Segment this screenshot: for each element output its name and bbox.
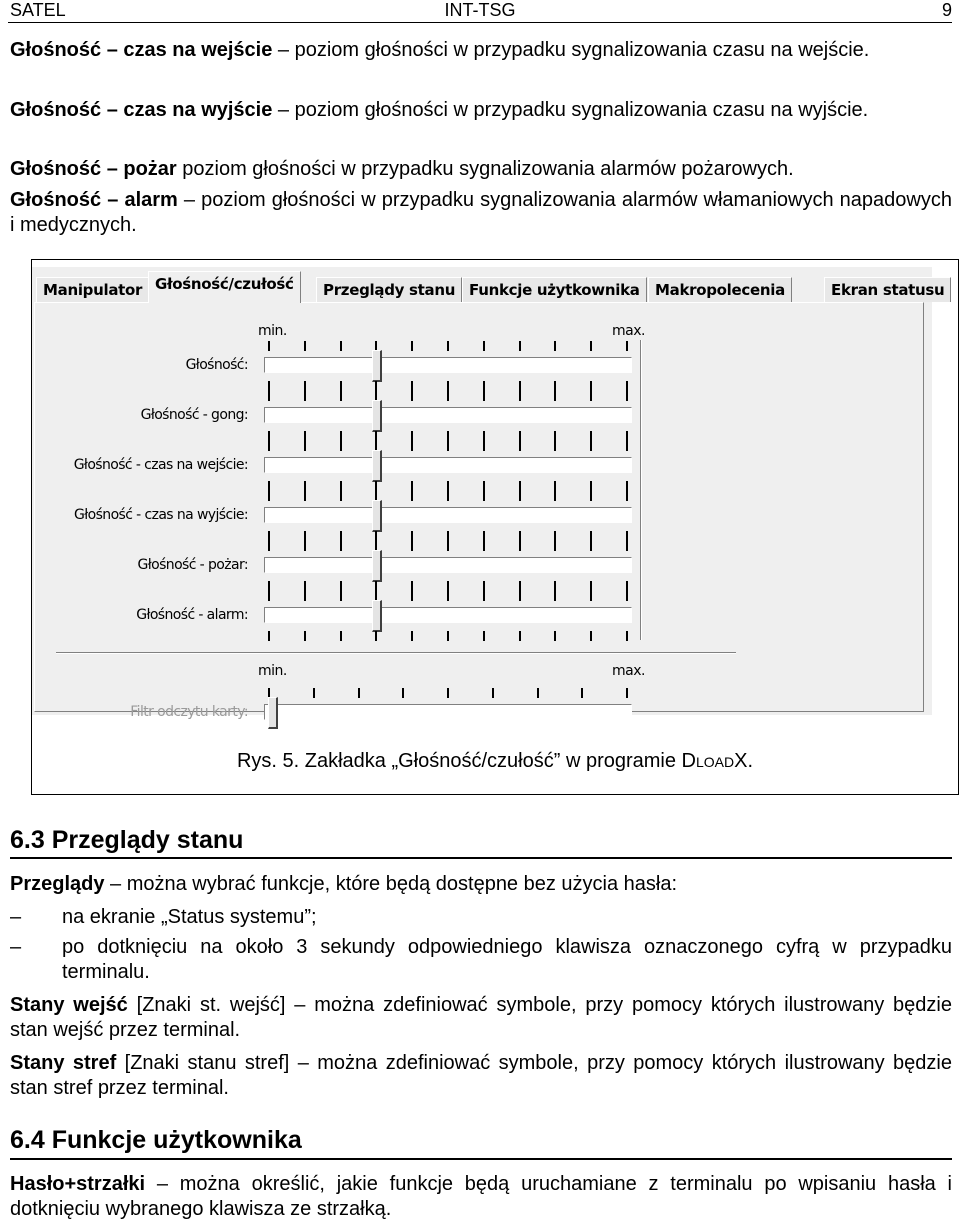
tab-manipulator[interactable]: Manipulator bbox=[36, 277, 149, 302]
tick-mark bbox=[340, 481, 342, 491]
tick-mark bbox=[411, 481, 413, 491]
slider-thumb[interactable] bbox=[372, 350, 382, 382]
tick-mark bbox=[483, 341, 485, 351]
stany-wejsc-text: [Znaki st. wejść] – można zdefiniować symbole, przy pomocy których ilustrowany będzie stan wejść przez terminal. bbox=[10, 994, 952, 1041]
tick-mark bbox=[268, 381, 270, 391]
stany-wejsc-paragraph bbox=[10, 993, 952, 1043]
tick-mark bbox=[358, 688, 360, 698]
tick-row bbox=[268, 491, 638, 501]
tick-mark bbox=[554, 591, 556, 601]
slider-label: Głośność - czas na wyjście: bbox=[74, 507, 248, 523]
slider-track[interactable] bbox=[264, 607, 632, 623]
tick-mark bbox=[537, 688, 539, 698]
tick-mark bbox=[626, 581, 628, 591]
tick-mark bbox=[483, 381, 485, 391]
tick-row bbox=[268, 631, 638, 641]
tick-mark bbox=[626, 441, 628, 451]
tick-mark bbox=[411, 441, 413, 451]
slider-thumb[interactable] bbox=[372, 400, 382, 432]
intro-term: Głośność – czas na wejście bbox=[10, 39, 273, 61]
separator bbox=[56, 652, 736, 654]
tick-mark bbox=[375, 431, 377, 441]
tick-mark bbox=[626, 481, 628, 491]
slider-thumb[interactable] bbox=[372, 550, 382, 582]
tick-mark bbox=[268, 531, 270, 541]
tick-mark bbox=[340, 581, 342, 591]
tick-mark bbox=[304, 431, 306, 441]
tick-mark bbox=[268, 491, 270, 501]
tick-row bbox=[268, 591, 638, 601]
tick-mark bbox=[626, 631, 628, 641]
tick-mark bbox=[304, 481, 306, 491]
tick-mark bbox=[554, 341, 556, 351]
tick-mark bbox=[590, 491, 592, 501]
slider-thumb[interactable] bbox=[372, 450, 382, 482]
header-brand: SATEL bbox=[10, 0, 66, 20]
tick-mark bbox=[375, 581, 377, 591]
tick-mark bbox=[590, 391, 592, 401]
stany-stref-term: Stany stref bbox=[10, 1052, 117, 1074]
slider-label: Głośność - czas na wejście: bbox=[73, 457, 248, 473]
tick-mark bbox=[519, 591, 521, 601]
tick-mark bbox=[411, 491, 413, 501]
tick-mark bbox=[268, 431, 270, 441]
tick-mark bbox=[554, 531, 556, 541]
tick-mark bbox=[340, 441, 342, 451]
intro-text: – poziom głośności w przypadku sygnalizowania alarmów włamaniowych napadowych i medycznych. bbox=[10, 189, 952, 236]
tick-mark bbox=[411, 381, 413, 391]
tick-mark bbox=[447, 531, 449, 541]
tick-mark bbox=[411, 591, 413, 601]
list-dash: – bbox=[10, 936, 22, 958]
tick-mark bbox=[554, 431, 556, 441]
tick-mark bbox=[519, 391, 521, 401]
haslo-strzalki-paragraph bbox=[10, 1172, 952, 1222]
tick-mark bbox=[304, 541, 306, 551]
list-item-text: na ekranie „Status systemu”; bbox=[62, 906, 317, 928]
filter-track[interactable] bbox=[264, 704, 632, 720]
tick-mark bbox=[590, 581, 592, 591]
tick-mark bbox=[626, 591, 628, 601]
slider-thumb[interactable] bbox=[372, 600, 382, 632]
tick-mark bbox=[340, 341, 342, 351]
tick-mark bbox=[626, 491, 628, 501]
intro-text: – poziom głośności w przypadku sygnalizowania czasu na wejście. bbox=[272, 39, 870, 61]
tick-mark bbox=[483, 391, 485, 401]
tick-mark bbox=[554, 491, 556, 501]
tick-row bbox=[268, 441, 638, 451]
tick-mark bbox=[268, 481, 270, 491]
slider-label: Głośność - pożar: bbox=[137, 557, 248, 573]
header-title: INT-TSG bbox=[444, 0, 516, 20]
tick-mark bbox=[304, 581, 306, 591]
tick-mark bbox=[340, 631, 342, 641]
slider-track[interactable] bbox=[264, 357, 632, 373]
tick-mark bbox=[519, 431, 521, 441]
max-label: max. bbox=[612, 663, 645, 679]
przeglady-term: Przeglądy bbox=[10, 873, 105, 895]
tick-mark bbox=[519, 381, 521, 391]
tick-row bbox=[268, 688, 638, 698]
tick-mark bbox=[554, 541, 556, 551]
list-item bbox=[10, 935, 952, 985]
stany-stref-text: [Znaki stanu stref] – można zdefiniować symbole, przy pomocy których ilustrowany będzie stan stref przez terminal. bbox=[10, 1052, 952, 1099]
tick-mark bbox=[590, 591, 592, 601]
stany-wejsc-term: Stany wejść bbox=[10, 994, 128, 1016]
tick-mark bbox=[304, 591, 306, 601]
haslo-strzalki-text: – można określić, jakie funkcje będą uruchamiane z terminalu po wpisaniu hasła i dotknięciu wybranego klawisza ze strzałką. bbox=[10, 1173, 952, 1220]
page-header bbox=[8, 0, 952, 23]
heading-rule bbox=[10, 1158, 952, 1160]
tick-row bbox=[268, 431, 638, 441]
tick-mark bbox=[340, 391, 342, 401]
intro-paragraph-1 bbox=[10, 38, 952, 63]
tick-mark bbox=[519, 441, 521, 451]
tick-mark bbox=[447, 481, 449, 491]
tick-mark bbox=[626, 341, 628, 351]
tick-mark bbox=[483, 591, 485, 601]
tick-mark bbox=[304, 341, 306, 351]
tick-row bbox=[268, 381, 638, 391]
tick-mark bbox=[447, 491, 449, 501]
tick-mark bbox=[447, 688, 449, 698]
page-number: 9 bbox=[941, 0, 952, 20]
tab-makropolecenia[interactable]: Makropolecenia bbox=[648, 277, 792, 302]
tick-mark bbox=[581, 688, 583, 698]
tick-mark bbox=[590, 631, 592, 641]
tick-mark bbox=[626, 688, 628, 698]
tab-glosnosc-czulosc[interactable]: Głośność/czułość bbox=[148, 271, 301, 303]
tick-mark bbox=[268, 541, 270, 551]
tick-mark bbox=[626, 431, 628, 441]
tick-mark bbox=[304, 631, 306, 641]
slider-label: Głośność - alarm: bbox=[136, 607, 248, 623]
slider-track[interactable] bbox=[264, 557, 632, 573]
tick-mark bbox=[340, 491, 342, 501]
tick-mark bbox=[268, 591, 270, 601]
tick-mark bbox=[304, 531, 306, 541]
caption-end: . bbox=[747, 750, 754, 772]
tick-mark bbox=[554, 381, 556, 391]
tick-mark bbox=[483, 541, 485, 551]
list-item-text: po dotknięciu na około 3 sekundy odpowiedniego klawisza oznaczonego cyfrą w przypadku terminalu. bbox=[62, 936, 952, 983]
tick-mark bbox=[447, 391, 449, 401]
slider-track[interactable] bbox=[264, 407, 632, 423]
caption-program: DloadX bbox=[681, 750, 748, 772]
tick-mark bbox=[304, 491, 306, 501]
stany-stref-paragraph bbox=[10, 1051, 952, 1101]
intro-paragraph-2 bbox=[10, 98, 952, 123]
tick-mark bbox=[411, 431, 413, 441]
tick-mark bbox=[483, 491, 485, 501]
tick-mark bbox=[268, 441, 270, 451]
tick-mark bbox=[483, 431, 485, 441]
tick-mark bbox=[340, 381, 342, 391]
tab-ekran-statusu[interactable]: Ekran statusu bbox=[824, 277, 951, 302]
slider-label: Głośność: bbox=[185, 357, 248, 373]
haslo-strzalki-term: Hasło+strzałki bbox=[10, 1173, 146, 1195]
tick-row bbox=[268, 391, 638, 401]
tick-mark bbox=[590, 541, 592, 551]
tick-row bbox=[268, 541, 638, 551]
filter-thumb[interactable] bbox=[268, 697, 278, 729]
tick-mark bbox=[554, 441, 556, 451]
tick-mark bbox=[268, 581, 270, 591]
tick-mark bbox=[492, 688, 494, 698]
tick-mark bbox=[626, 541, 628, 551]
list-dash: – bbox=[10, 906, 22, 928]
tick-mark bbox=[375, 381, 377, 391]
tick-row bbox=[268, 531, 638, 541]
tick-mark bbox=[447, 341, 449, 351]
dloadx-window bbox=[32, 267, 945, 720]
slider-track[interactable] bbox=[264, 507, 632, 523]
tick-mark bbox=[268, 391, 270, 401]
tab-przeglady-stanu[interactable]: Przeglądy stanu bbox=[316, 277, 462, 302]
slider-thumb[interactable] bbox=[372, 500, 382, 532]
tick-mark bbox=[590, 441, 592, 451]
intro-term: Głośność – czas na wyjście bbox=[10, 99, 273, 121]
tick-mark bbox=[411, 391, 413, 401]
tick-mark bbox=[340, 591, 342, 601]
tick-mark bbox=[340, 431, 342, 441]
tick-mark bbox=[447, 541, 449, 551]
intro-text: poziom głośności w przypadku sygnalizowania alarmów pożarowych. bbox=[176, 158, 794, 180]
tick-mark bbox=[554, 481, 556, 491]
intro-paragraph-3 bbox=[10, 157, 952, 182]
tick-mark bbox=[304, 391, 306, 401]
tick-mark bbox=[447, 591, 449, 601]
slider-label: Głośność - gong: bbox=[140, 407, 248, 423]
figure-caption bbox=[32, 750, 958, 773]
tick-mark bbox=[519, 341, 521, 351]
tick-mark bbox=[590, 431, 592, 441]
tick-mark bbox=[519, 481, 521, 491]
tick-mark bbox=[411, 581, 413, 591]
tick-mark bbox=[304, 381, 306, 391]
tick-mark bbox=[313, 688, 315, 698]
min-label: min. bbox=[258, 663, 287, 679]
tick-mark bbox=[590, 531, 592, 541]
tick-mark bbox=[268, 341, 270, 351]
tick-mark bbox=[375, 631, 377, 641]
tick-mark bbox=[483, 631, 485, 641]
heading-rule bbox=[10, 857, 952, 859]
tick-mark bbox=[590, 481, 592, 491]
tick-mark bbox=[447, 581, 449, 591]
tick-mark bbox=[590, 341, 592, 351]
tab-funkcje-uzytkownika[interactable]: Funkcje użytkownika bbox=[462, 277, 647, 302]
tick-mark bbox=[519, 531, 521, 541]
caption-text: Rys. 5. Zakładka „Głośność/czułość” w programie bbox=[236, 750, 682, 772]
tick-mark bbox=[411, 541, 413, 551]
tick-mark bbox=[411, 341, 413, 351]
tick-mark bbox=[340, 541, 342, 551]
list-item bbox=[10, 905, 952, 930]
tick-mark bbox=[626, 531, 628, 541]
tick-mark bbox=[447, 631, 449, 641]
przeglady-text: – można wybrać funkcje, które będą dostępne bez użycia hasła: bbox=[104, 873, 678, 895]
min-label: min. bbox=[258, 323, 287, 339]
filter-label: Filtr odczytu karty: bbox=[130, 704, 248, 720]
tick-mark bbox=[411, 531, 413, 541]
scale-bracket bbox=[640, 340, 642, 640]
tick-mark bbox=[626, 381, 628, 391]
tick-mark bbox=[519, 491, 521, 501]
tick-mark bbox=[519, 541, 521, 551]
tick-mark bbox=[483, 531, 485, 541]
tick-mark bbox=[375, 531, 377, 541]
przeglady-paragraph bbox=[10, 872, 952, 897]
tick-mark bbox=[554, 391, 556, 401]
intro-paragraph-4 bbox=[10, 188, 952, 238]
intro-term: Głośność – alarm bbox=[10, 189, 178, 211]
slider-track[interactable] bbox=[264, 457, 632, 473]
figure-frame bbox=[31, 259, 959, 795]
tick-row bbox=[268, 581, 638, 591]
tick-mark bbox=[340, 531, 342, 541]
max-label: max. bbox=[612, 323, 645, 339]
tick-mark bbox=[626, 391, 628, 401]
tick-mark bbox=[268, 631, 270, 641]
tick-mark bbox=[402, 688, 404, 698]
tick-mark bbox=[483, 581, 485, 591]
tick-mark bbox=[554, 631, 556, 641]
tick-row bbox=[268, 341, 638, 351]
tick-row bbox=[268, 481, 638, 491]
tick-mark bbox=[483, 481, 485, 491]
tick-mark bbox=[375, 481, 377, 491]
tick-mark bbox=[447, 431, 449, 441]
section-heading-6-4: 6.4 Funkcje użytkownika bbox=[10, 1126, 302, 1154]
tick-mark bbox=[304, 441, 306, 451]
intro-term: Głośność – pożar bbox=[10, 158, 177, 180]
tick-mark bbox=[590, 381, 592, 391]
tick-mark bbox=[447, 381, 449, 391]
tick-mark bbox=[411, 631, 413, 641]
tick-mark bbox=[483, 441, 485, 451]
tick-mark bbox=[554, 581, 556, 591]
tick-mark bbox=[447, 441, 449, 451]
intro-text: – poziom głośności w przypadku sygnalizowania czasu na wyjście. bbox=[272, 99, 869, 121]
section-heading-6-3: 6.3 Przeglądy stanu bbox=[10, 826, 244, 854]
tick-mark bbox=[519, 631, 521, 641]
tick-mark bbox=[519, 581, 521, 591]
